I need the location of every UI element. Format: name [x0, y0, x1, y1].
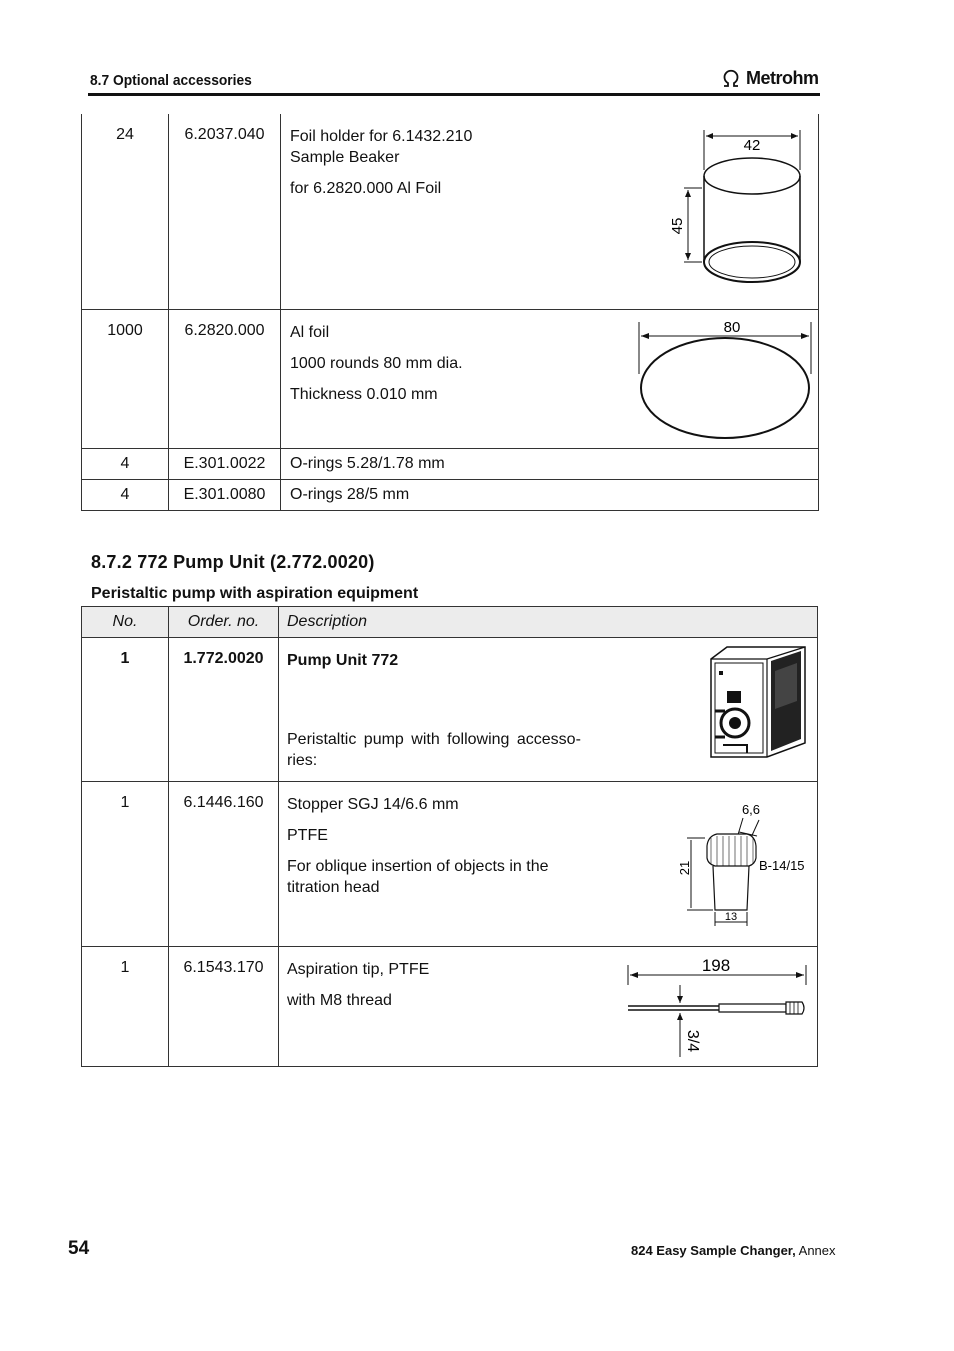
order-no-cell: 6.2037.040 [184, 126, 265, 143]
desc-line: Thickness 0.010 mm [290, 385, 438, 403]
table-header-row [82, 607, 818, 638]
foil-holder-drawing [666, 122, 816, 302]
order-no-cell: E.301.0080 [183, 485, 266, 503]
table-row [82, 114, 819, 309]
qty-cell: 4 [120, 454, 130, 472]
dim-width-label: 42 [743, 137, 761, 154]
dim-height-label: 21 [677, 860, 692, 876]
description-cell: O-rings 28/5 mm [290, 485, 410, 503]
desc-line: Sample Beaker [290, 149, 400, 166]
document-title-rest: Annex [795, 1243, 836, 1258]
desc-line: Al foil [290, 323, 330, 341]
table-row [82, 947, 818, 1067]
section-subtitle: Peristaltic pump with aspiration equipment [91, 585, 419, 602]
stopper-drawing [677, 798, 812, 938]
dim-top-label: 6,6 [741, 802, 761, 817]
desc-line: 1000 rounds 80 mm dia. [290, 354, 463, 372]
joint-label: B-14/15 [759, 858, 805, 873]
al-foil-drawing [633, 314, 818, 444]
order-no-cell: 6.1543.170 [183, 959, 264, 976]
order-no-cell: 6.1446.160 [183, 794, 264, 811]
table-row [82, 479, 819, 510]
pump-unit-drawing [697, 641, 813, 761]
dim-bottom-label: 13 [724, 911, 738, 923]
header-rule [88, 93, 820, 96]
col-header-order-no: Order. no. [187, 613, 260, 630]
qty-cell: 4 [120, 485, 130, 503]
desc-line: Peristaltic pump with following accesso-ries: [287, 731, 581, 769]
section-title: 8.7.2 772 Pump Unit (2.772.0020) [91, 552, 375, 572]
accessories-table [81, 114, 819, 511]
desc-title: Aspiration tip, PTFE [287, 961, 430, 978]
desc-line: for 6.2820.000 Al Foil [290, 180, 442, 197]
qty-cell: 1000 [107, 321, 143, 339]
pump-table [81, 606, 818, 1067]
desc-title: Stopper SGJ 14/6.6 mm [287, 796, 459, 813]
brand-logo [720, 68, 819, 89]
qty-cell: 1 [120, 959, 130, 976]
aspiration-tip-drawing [624, 951, 814, 1063]
order-no-cell: 1.772.0020 [183, 650, 264, 667]
col-header-description: Description [287, 613, 368, 630]
page-number: 54 [68, 1238, 90, 1259]
table-row [82, 309, 819, 448]
omega-logo-icon [720, 69, 742, 89]
table-row [82, 782, 818, 947]
desc-line: with M8 thread [287, 992, 392, 1009]
dim-diameter-label: 80 [723, 318, 741, 336]
qty-cell: 1 [120, 794, 130, 811]
desc-title: Pump Unit 772 [287, 652, 399, 669]
order-no-cell: 6.2820.000 [184, 321, 265, 339]
document-title-bold: 824 Easy Sample Changer, [631, 1243, 796, 1258]
description-cell: O-rings 5.28/1.78 mm [290, 454, 445, 472]
document-title [631, 1243, 836, 1258]
section-header: 8.7 Optional accessories [90, 72, 252, 89]
col-header-no: No. [112, 613, 138, 630]
dim-diameter-label: 3/4 [684, 1029, 701, 1053]
qty-cell: 24 [116, 126, 134, 143]
brand-name: Metrohm [746, 68, 819, 88]
desc-line: For oblique insertion of objects in the titration head [287, 858, 549, 896]
table-row [82, 448, 819, 479]
dim-height-label: 45 [669, 217, 686, 235]
table-row [82, 638, 818, 782]
order-no-cell: E.301.0022 [183, 454, 266, 472]
desc-line: PTFE [287, 827, 328, 844]
qty-cell: 1 [120, 650, 130, 667]
dim-length-label: 198 [701, 956, 731, 975]
desc-line: Foil holder for 6.1432.210 [290, 128, 473, 145]
